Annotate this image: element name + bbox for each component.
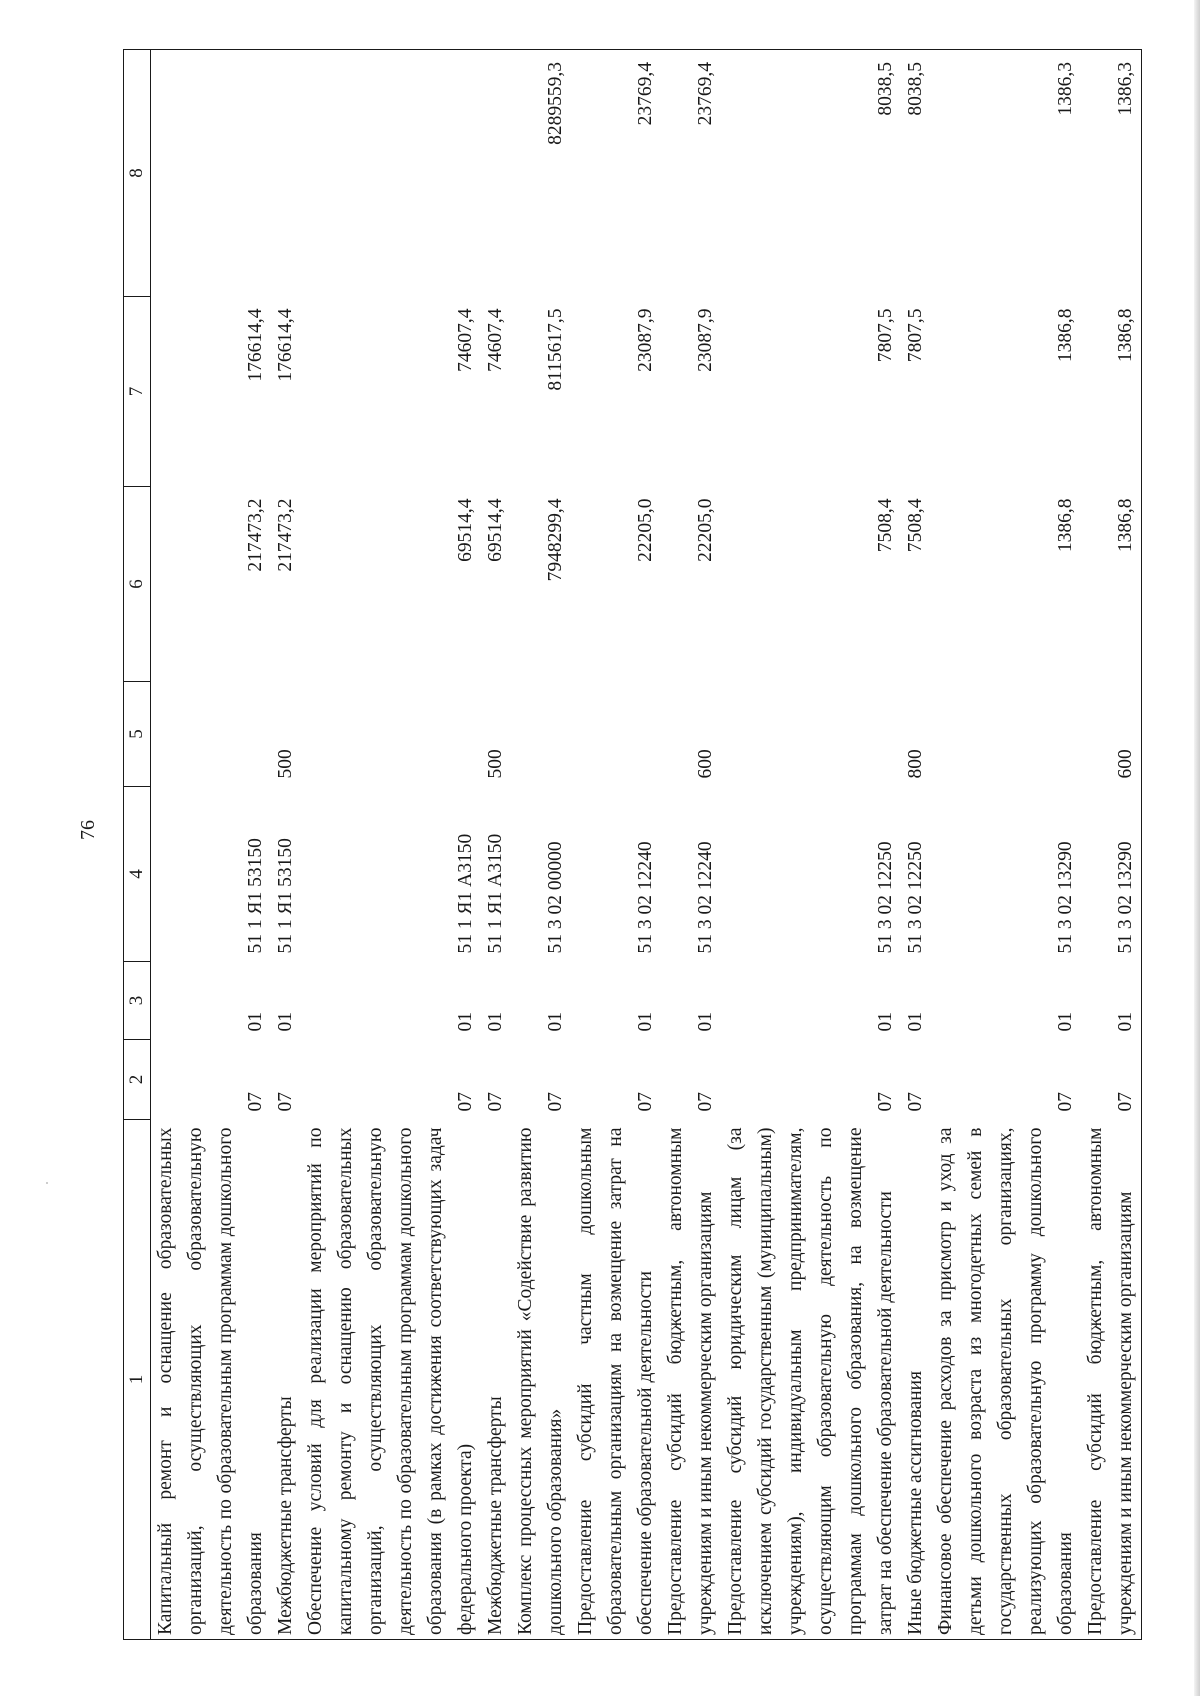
amount-year1-cell: 1386,8	[1055, 498, 1076, 553]
row-name-cell: Предоставление субсидий юридическим лицам (за исключением субсидий государственным (муниципальным) учреждениям), индивидуальным предпринимателям, осуществляющим образовательную деятельность по программам дошкольного образования, на возмещение затрат на обеспечение образовательной деятельности	[721, 1120, 901, 1640]
amount-year2-cell: 1386,8	[1055, 308, 1076, 363]
amount-year3-cell: 23769,4	[571, 50, 661, 297]
expense-type-cell: 500	[275, 749, 296, 779]
amount-year2-cell: 7807,5	[875, 308, 896, 363]
scan-speck	[46, 1182, 48, 1184]
target-article-cell: 51 3 02 12240	[695, 841, 716, 954]
amount-year1-cell: 7948299,4	[545, 498, 566, 582]
amount-year2-cell: 74607,4	[455, 308, 476, 372]
amount-year1-cell: 22205,0	[695, 498, 716, 562]
header-col-3: 3	[124, 962, 151, 1040]
amount-year2-cell: 1386,8	[1081, 297, 1142, 487]
target-article-cell: 51 1 Я1 53150	[275, 838, 296, 954]
table-row	[571, 50, 661, 1640]
section-code-cell: 07	[1055, 1092, 1076, 1112]
expense-type-cell	[931, 682, 1081, 787]
table-row	[721, 50, 901, 1640]
expense-type-cell: 500	[485, 749, 506, 779]
amount-year3-cell	[301, 50, 481, 297]
amount-year1-cell: 69514,4	[485, 498, 506, 562]
table-row	[481, 50, 511, 1640]
amount-year3-cell	[151, 50, 272, 297]
subsection-code-cell: 01	[485, 1012, 506, 1032]
table-row	[301, 50, 481, 1640]
amount-year1-cell: 7508,4	[875, 498, 896, 553]
header-row	[124, 50, 151, 1640]
target-article-cell: 51 3 02 13290	[1081, 787, 1142, 962]
table-row	[271, 50, 301, 1640]
table-row	[1081, 50, 1142, 1640]
expense-type-cell	[721, 682, 901, 787]
amount-year1-cell: 217473,2	[275, 498, 296, 572]
header-col-8: 8	[124, 50, 151, 297]
section-code-cell: 07	[545, 1092, 566, 1112]
section-code-cell: 07	[875, 1092, 896, 1112]
subsection-code-cell: 01	[1055, 1012, 1076, 1032]
row-name-cell: Капитальный ремонт и оснащение образовательных организаций, осуществляющих образовательную деятельность по образовательным программам дошкольного образования	[151, 1120, 272, 1640]
section-code-cell: 07	[1081, 1040, 1142, 1120]
amount-year1-cell: 22205,0	[635, 498, 656, 562]
subsection-code-cell: 01	[635, 1012, 656, 1032]
row-name-cell: Предоставление субсидий частным дошкольным образовательным организациям на возмещение затрат на обеспечение образовательной деятельности	[571, 1120, 661, 1640]
header-col-7: 7	[124, 297, 151, 487]
table-body	[151, 50, 1142, 1640]
amount-year3-cell: 8038,5	[721, 50, 901, 297]
target-article-cell: 51 1 Я1 А3150	[485, 833, 506, 954]
header-col-6: 6	[124, 487, 151, 682]
subsection-code-cell: 01	[275, 1012, 296, 1032]
amount-year1-cell: 69514,4	[455, 498, 476, 562]
target-article-cell: 51 3 02 12250	[905, 841, 926, 954]
expense-type-cell	[151, 682, 272, 787]
expense-type-cell	[301, 682, 481, 787]
expense-type-cell: 800	[905, 749, 926, 779]
page-number: 76	[77, 820, 99, 840]
table-row	[901, 50, 931, 1640]
subsection-code-cell: 01	[1081, 962, 1142, 1040]
header-col-2: 2	[124, 1040, 151, 1120]
amount-year2-cell: 23087,9	[695, 308, 716, 372]
amount-year2-cell: 176614,4	[245, 308, 266, 382]
expense-type-cell	[571, 682, 661, 787]
amount-year2-cell: 74607,4	[485, 308, 506, 372]
header-col-1: 1	[124, 1120, 151, 1640]
amount-year3-cell: 8038,5	[901, 50, 931, 297]
row-name-cell: Иные бюджетные ассигнования	[901, 1120, 931, 1640]
subsection-code-cell: 01	[245, 1012, 266, 1032]
section-code-cell: 07	[905, 1092, 926, 1112]
target-article-cell: 51 3 02 12250	[875, 841, 896, 954]
row-name-cell: Предоставление субсидий бюджетным, автономным учреждениям и иным некоммерческим организациям	[661, 1120, 721, 1640]
subsection-code-cell: 01	[545, 1012, 566, 1032]
amount-year2-cell: 7807,5	[905, 308, 926, 363]
table-row	[661, 50, 721, 1640]
row-name-cell: Обеспечение условий для реализации мероприятий по капитальному ремонту и оснащению образовательных организаций, осуществляющих образовательную деятельность по образовательным программам дошкольного образования (в рамках достижения соответствующих задач федерального проекта)	[301, 1120, 481, 1640]
target-article-cell: 51 3 02 13290	[1055, 841, 1076, 954]
section-code-cell: 07	[455, 1092, 476, 1112]
table-row	[511, 50, 571, 1640]
amount-year2-cell: 23087,9	[635, 308, 656, 372]
target-article-cell: 51 1 Я1 53150	[245, 838, 266, 954]
row-name-cell: Предоставление субсидий бюджетным, автономным учреждениям и иным некоммерческим организациям	[1081, 1120, 1142, 1640]
rotated-table-wrapper	[123, 50, 1136, 1640]
table-row	[931, 50, 1081, 1640]
target-article-cell: 51 3 02 12240	[635, 841, 656, 954]
amount-year3-cell: 1386,3	[1081, 50, 1142, 297]
amount-year3-cell: 23769,4	[661, 50, 721, 297]
table-row	[151, 50, 272, 1640]
target-article-cell: 51 3 02 00000	[545, 841, 566, 954]
header-col-5: 5	[124, 682, 151, 787]
expense-type-cell: 600	[695, 749, 716, 779]
amount-year1-cell: 1386,8	[1081, 487, 1142, 682]
subsection-code-cell: 01	[695, 1012, 716, 1032]
header-col-4: 4	[124, 787, 151, 962]
amount-year3-cell	[481, 50, 511, 297]
row-name-cell: Межбюджетные трансферты	[481, 1120, 511, 1640]
page-edge-shadow	[1194, 0, 1200, 1696]
amount-year1-cell: 7508,4	[905, 498, 926, 553]
target-article-cell: 51 1 Я1 А3150	[455, 833, 476, 954]
section-code-cell: 07	[695, 1092, 716, 1112]
amount-year2-cell: 8115617,5	[545, 308, 566, 391]
amount-year3-cell: 1386,3	[931, 50, 1081, 297]
expense-type-cell: 600	[1081, 682, 1142, 787]
row-name-cell: Межбюджетные трансферты	[271, 1120, 301, 1640]
section-code-cell: 07	[485, 1092, 506, 1112]
section-code-cell: 07	[245, 1092, 266, 1112]
subsection-code-cell: 01	[875, 1012, 896, 1032]
expense-type-cell	[511, 682, 571, 787]
amount-year3-cell	[271, 50, 301, 297]
row-name-cell: Комплекс процессных мероприятий «Содействие развитию дошкольного образования»	[511, 1120, 571, 1640]
amount-year2-cell: 176614,4	[275, 308, 296, 382]
budget-table	[123, 49, 1142, 1640]
row-name-cell: Финансовое обеспечение расходов за присмотр и уход за детьми дошкольного возраста из многодетных семей в государственных образовательных организациях, реализующих образовательную программу дошкольного образования	[931, 1120, 1081, 1640]
subsection-code-cell: 01	[455, 1012, 476, 1032]
section-code-cell: 07	[275, 1092, 296, 1112]
amount-year1-cell: 217473,2	[245, 498, 266, 572]
amount-year3-cell: 8289559,3	[511, 50, 571, 297]
section-code-cell: 07	[635, 1092, 656, 1112]
subsection-code-cell: 01	[905, 1012, 926, 1032]
